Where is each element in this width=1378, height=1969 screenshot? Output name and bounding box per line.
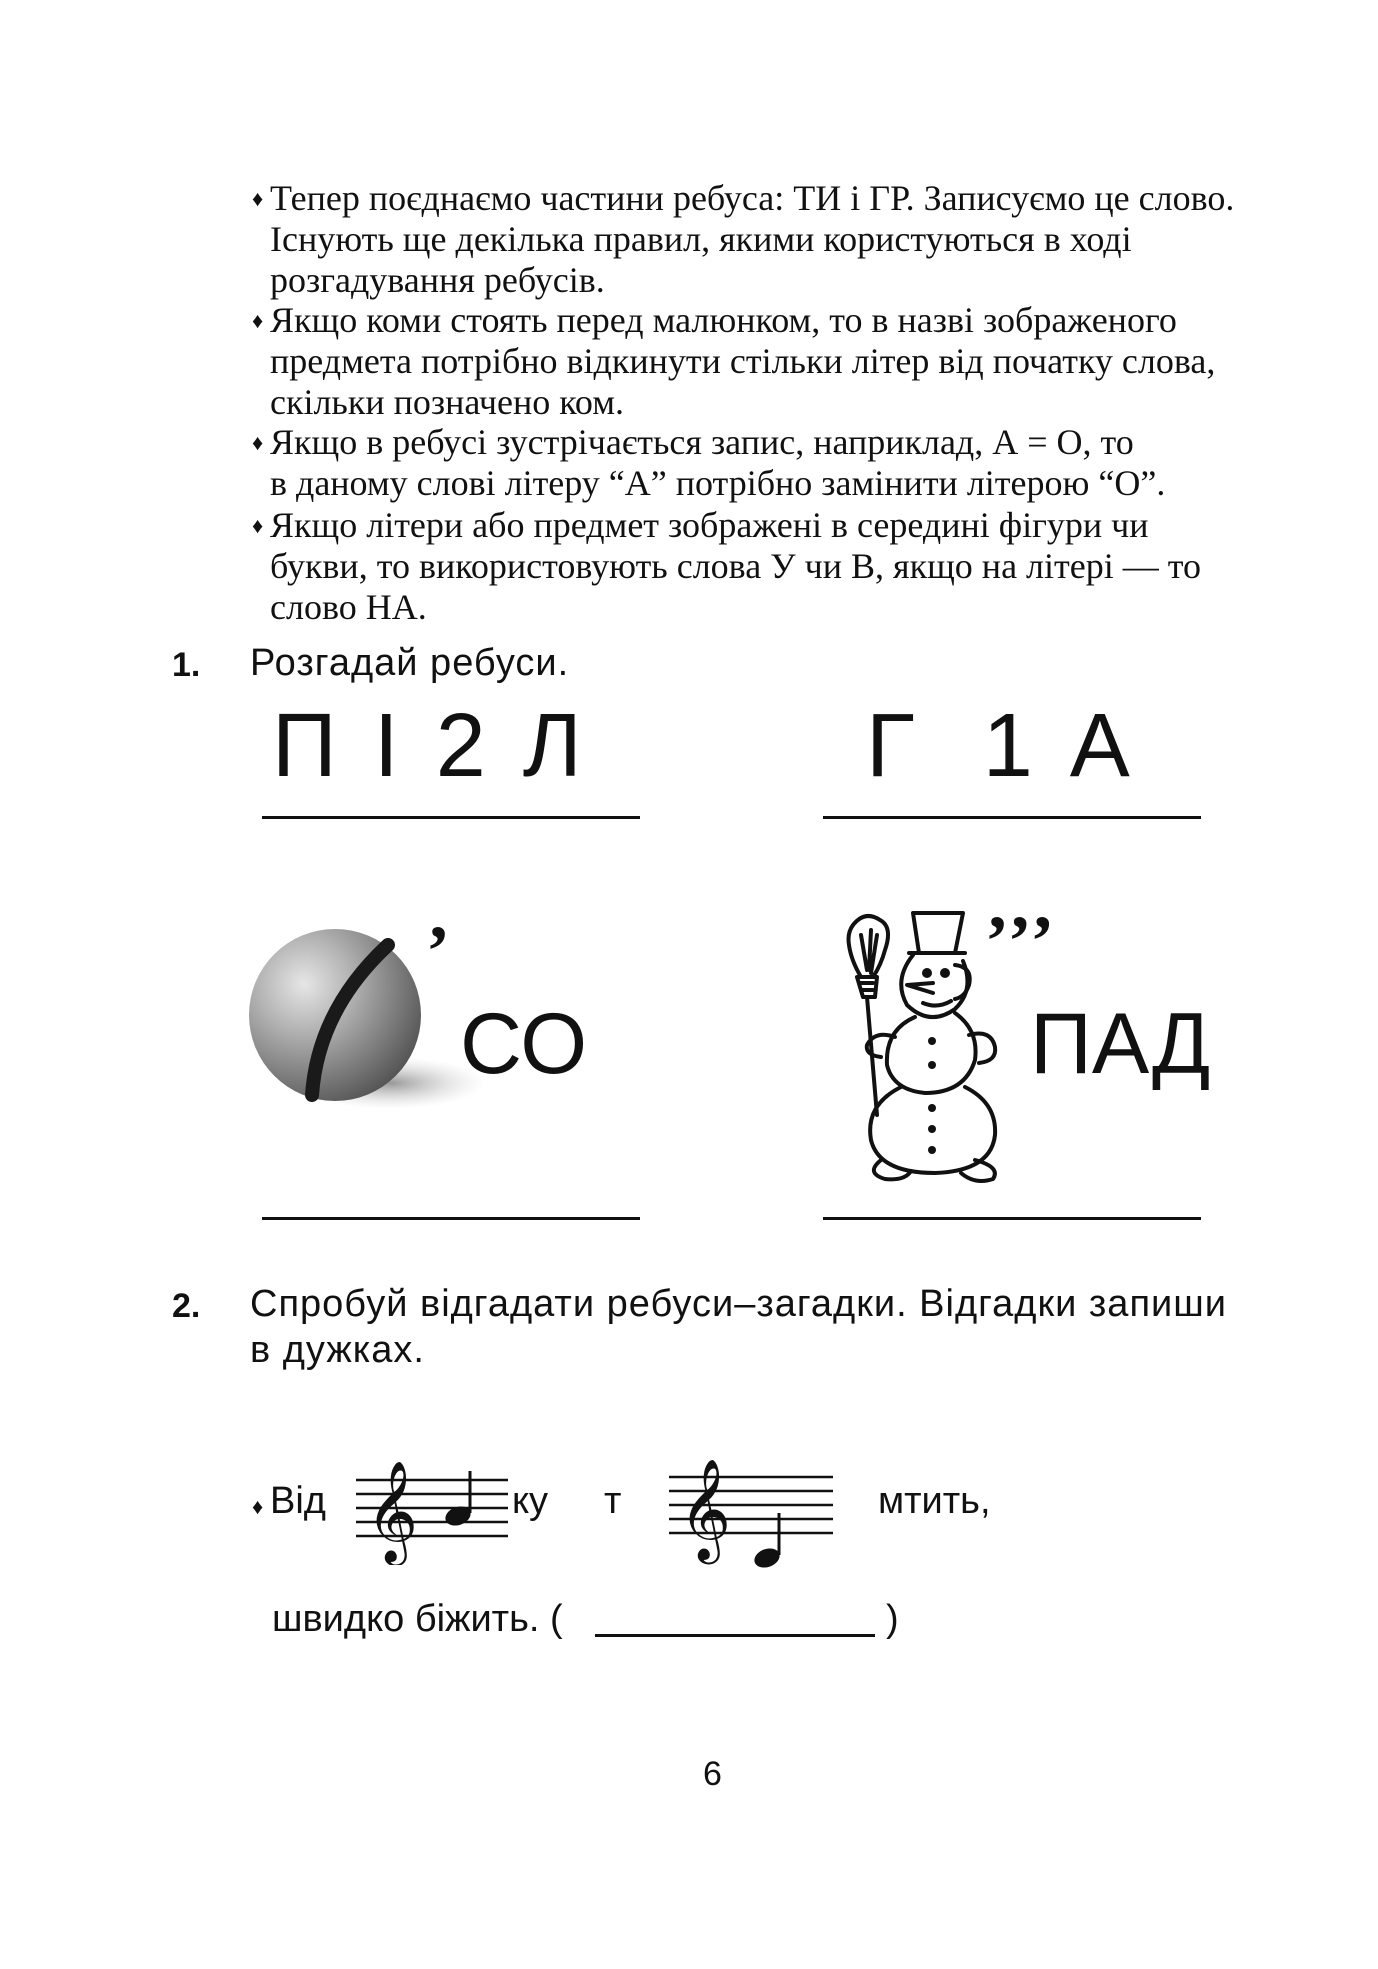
answer-line — [823, 1217, 1201, 1220]
snowman-suffix: ПАД — [1030, 996, 1211, 1092]
treble-clef-note-re-icon — [665, 1455, 837, 1575]
svg-text:𝄞: 𝄞 — [366, 1459, 419, 1562]
rule-line: слово НА. — [270, 587, 427, 627]
ball-suffix: СО — [460, 996, 588, 1092]
close-paren: ) — [886, 1598, 899, 1640]
bullet-icon: ♦ — [252, 430, 264, 455]
rule-line: предмета потрібно відкинути стільки літер від початку слова, — [270, 341, 1216, 381]
treble-clef-note-la-icon — [352, 1455, 512, 1565]
riddle-part-3: т — [604, 1480, 622, 1522]
answer-line — [823, 816, 1201, 819]
rule-item — [252, 422, 1260, 504]
rule-line: Тепер поєднаємо частини ребуса: ТИ і ГР. Записуємо це слово. — [270, 178, 1235, 218]
answer-line — [262, 1217, 640, 1220]
answer-line — [262, 816, 640, 819]
rule-item — [252, 505, 1260, 628]
task-2-number: 2. — [172, 1287, 201, 1325]
task-2-text — [250, 1281, 1227, 1373]
rule-line: букви, то використовують слова У чи В, якщо на літері — то — [270, 546, 1201, 586]
rebus-left-top: П І 2 Л — [272, 696, 588, 796]
commas-mark: ’’’ — [985, 901, 1059, 981]
rule-line: Існують ще декілька правил, якими користуються в ході — [270, 219, 1132, 259]
rule-line: розгадування ребусів. — [270, 260, 605, 300]
svg-text:𝄞: 𝄞 — [679, 1457, 732, 1560]
riddle-part-1: Від — [270, 1480, 326, 1522]
task-2-line: Спробуй відгадати ребуси–загадки. Відгадки запиши — [250, 1283, 1227, 1325]
bullet-icon: ♦ — [252, 186, 264, 211]
rule-line: в даному слові літеру “А” потрібно замінити літерою “О”. — [270, 463, 1166, 503]
rule-item — [252, 300, 1260, 423]
task-1-number: 1. — [172, 646, 201, 684]
bullet-icon: ♦ — [252, 513, 264, 538]
task-2-line: в дужках. — [250, 1329, 425, 1371]
task-1-text: Розгадай ребуси. — [250, 642, 570, 684]
riddle-part-4: мтить, — [878, 1480, 991, 1522]
page-number: 6 — [703, 1755, 722, 1793]
answer-line — [595, 1634, 875, 1637]
bullet-icon: ♦ — [252, 1494, 264, 1519]
riddle-line-2: швидко біжить. ( — [272, 1598, 563, 1640]
rebus-right-top: Г 1 А — [866, 696, 1136, 796]
rule-line: скільки позначено ком. — [270, 382, 625, 422]
rule-line: Якщо в ребусі зустрічається запис, наприклад, А = О, то — [270, 422, 1134, 462]
rule-line: Якщо літери або предмет зображені в середині фігури чи — [270, 505, 1149, 545]
riddle-part-2: ку — [512, 1480, 549, 1522]
rule-line: Якщо коми стоять перед малюнком, то в назві зображеного — [270, 300, 1177, 340]
rule-item — [252, 178, 1260, 301]
bullet-icon: ♦ — [252, 308, 264, 333]
comma-mark: ’ — [426, 911, 454, 991]
